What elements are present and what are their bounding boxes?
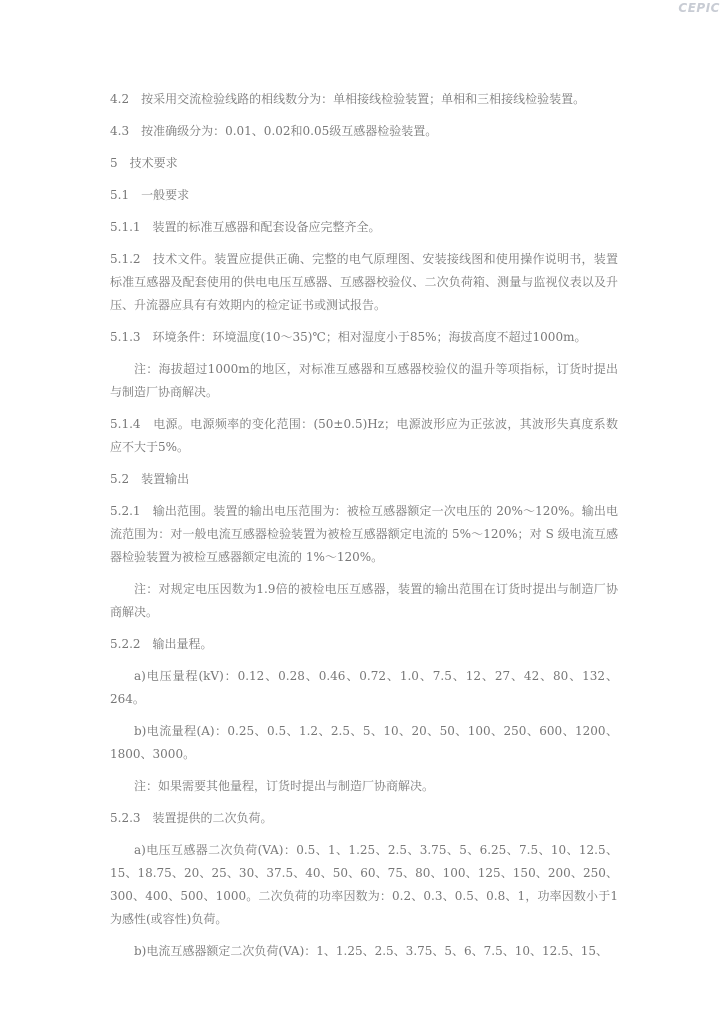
paragraph-note-3: 注：如果需要其他量程，订货时提出与制造厂协商解决。 — [134, 779, 435, 793]
paragraph-5-2-1: 5.2.1 输出范围。装置的输出电压范围为：被检互感器额定一次电压的 20%～120%。输出电流范围为：对一般电流互感器检验装置为被检互感器额定电流的 5%～120%；对 S 级电流互感器检验装置为被检互感器额定电流的 1%～120%。 — [110, 504, 618, 564]
watermark-logo: CEPIC — [678, 1, 720, 15]
paragraph-a-2: a)电压互感器二次负荷(VA)：0.5、1、1.25、2.5、3.75、5、6.25、7.5、10、12.5、15、18.75、20、25、30、37.5、40、50、60、75、80、100、125、150、200、250、300、400、500、1000。二次负荷的功率因数为：0.2、0.3、0.5、0.8、1，功率因数小于1为感性(或容性)负荷。 — [110, 843, 618, 926]
paragraph-4-3: 4.3 按准确级分为：0.01、0.02和0.05级互感器检验装置。 — [110, 124, 438, 138]
paragraph-4-2: 4.2 按采用交流检验线路的相线数分为：单相接线检验装置；单相和三相接线检验装置。 — [110, 92, 586, 106]
paragraph-5-2: 5.2 装置输出 — [110, 472, 190, 486]
paragraph-5-1: 5.1 一般要求 — [110, 188, 190, 202]
paragraph-5-1-2: 5.1.2 技术文件。装置应提供正确、完整的电气原理图、安装接线图和使用操作说明书，装置标准互感器及配套使用的供电电压互感器、互感器校验仪、二次负荷箱、测量与监视仪表以及升压、升流器应具有有效期内的检定证书或测试报告。 — [110, 252, 618, 312]
paragraph-a-1: a)电压量程(kV)：0.12、0.28、0.46、0.72、1.0、7.5、12、27、42、80、132、264。 — [110, 669, 618, 706]
paragraph-5: 5 技术要求 — [110, 156, 178, 170]
paragraph-note-1: 注：海拔超过1000m的地区，对标准互感器和互感器校验仪的温升等项指标，订货时提出与制造厂协商解决。 — [110, 362, 618, 399]
paragraph-5-2-2: 5.2.2 输出量程。 — [110, 637, 213, 651]
paragraph-b-1: b)电流量程(A)：0.25、0.5、1.2、2.5、5、10、20、50、100、250、600、1200、1800、3000。 — [110, 724, 618, 761]
document-body — [110, 88, 618, 972]
paragraph-5-1-1: 5.1.1 装置的标准互感器和配套设备应完整齐全。 — [110, 220, 381, 234]
paragraph-b-2: b)电流互感器额定二次负荷(VA)：1、1.25、2.5、3.75、5、6、7.5、10、12.5、15、 — [134, 944, 609, 958]
paragraph-5-2-3: 5.2.3 装置提供的二次负荷。 — [110, 811, 273, 825]
paragraph-note-2: 注：对规定电压因数为1.9倍的被检电压互感器，装置的输出范围在订货时提出与制造厂协商解决。 — [110, 582, 618, 619]
paragraph-5-1-4: 5.1.4 电源。电源频率的变化范围：(50±0.5)Hz；电源波形应为正弦波，其波形失真度系数应不大于5%。 — [110, 417, 618, 454]
paragraph-5-1-3: 5.1.3 环境条件：环境温度(10～35)℃；相对湿度小于85%；海拔高度不超过1000m。 — [110, 330, 587, 344]
